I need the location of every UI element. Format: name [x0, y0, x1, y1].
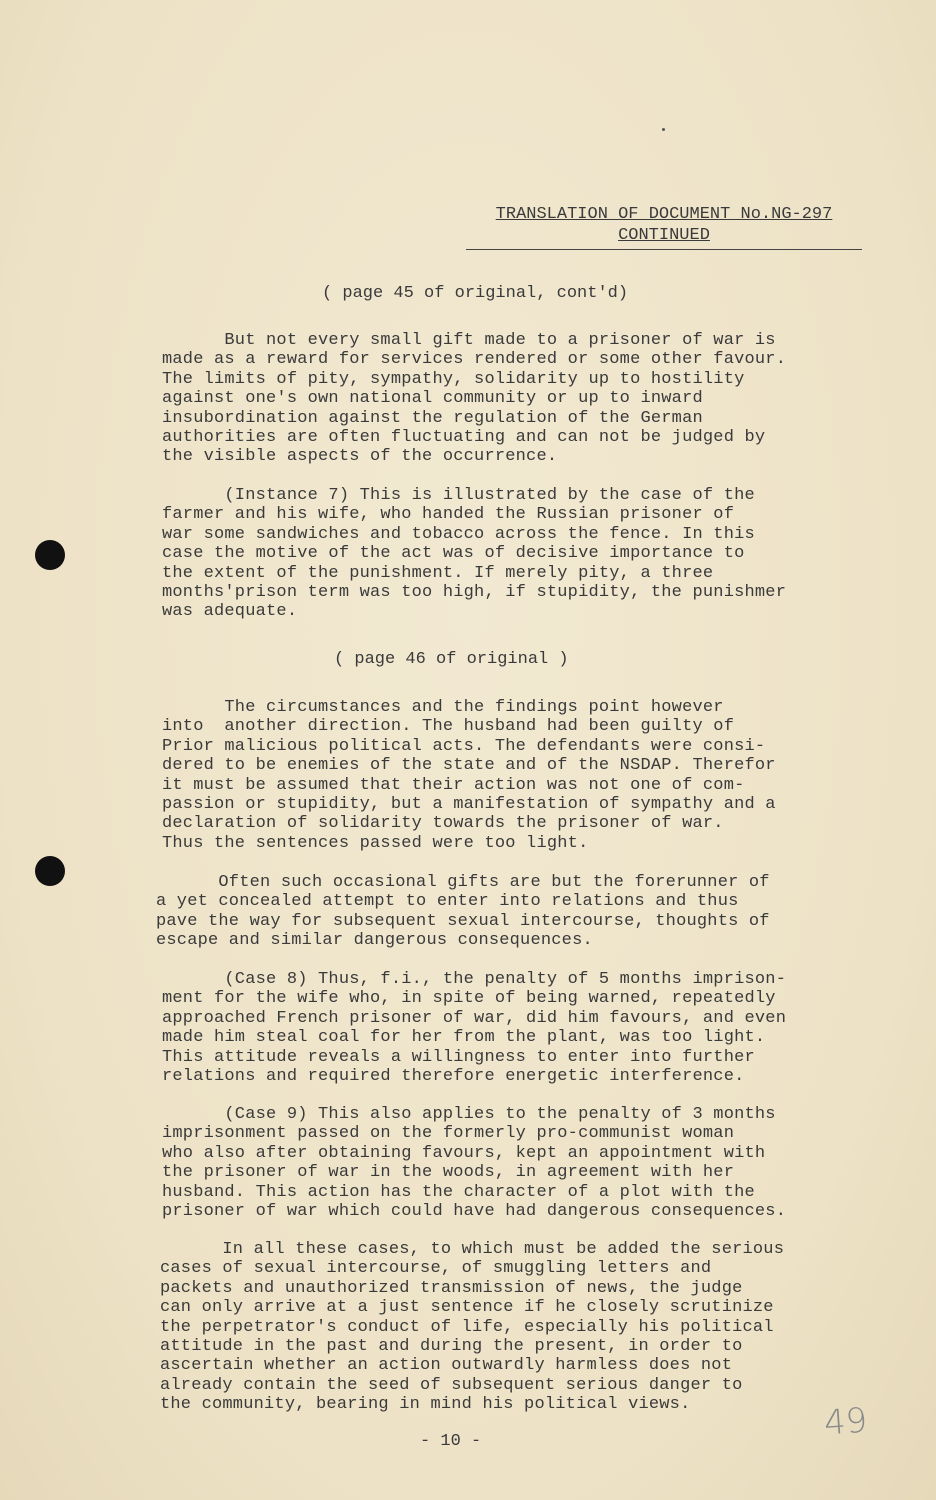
heading-rule — [466, 249, 862, 250]
paper-speck — [662, 128, 665, 131]
page-reference-45: ( page 45 of original, cont'd) — [322, 284, 629, 303]
punch-hole — [35, 540, 65, 570]
heading-continued: CONTINUED — [618, 226, 710, 245]
heading-title: TRANSLATION OF DOCUMENT No.NG-297 — [495, 205, 833, 224]
paragraph-all-cases: In all these cases, to which must be added the serious cases of sexual intercourse, of smuggling letters and packets and unauthorized transmission of news, the judge can only arrive at a just sentence if he closely scrutinize the perpetrator's conduct of life, especially his political attitude in the past and during the present, in order to ascertain whether an action outwardly harmless does not already contain the seed of subsequent serious danger to the community, bearing in mind his political views. — [160, 1240, 785, 1415]
page-reference-46: ( page 46 of original ) — [334, 650, 569, 669]
paragraph-circumstances: The circumstances and the findings point however into another direction. The husband had been guilty of Prior malicious political acts. The defendants were consi- dered to be enemies of the state and of the NSDAP. Therefor it must be assumed that their action was not one of com- passion or stupidity, but a manifestation of sympathy and a declaration of solidarity towards the prisoner of war. Thus the sentences passed were too light. — [162, 698, 776, 853]
paragraph-forerunner: Often such occasional gifts are but the forerunner of a yet concealed attempt to enter into relations and thus pave the way for subsequent sexual intercourse, thoughts of escape and similar dangerous consequences. — [156, 873, 770, 951]
page-number: - 10 - — [420, 1432, 482, 1451]
punch-hole — [35, 856, 65, 886]
document-heading — [466, 204, 862, 250]
handwritten-page-number: 49 — [822, 1400, 869, 1444]
paragraph-1: But not every small gift made to a prisoner of war is made as a reward for services rendered or some other favour. The limits of pity, sympathy, solidarity up to hostility against one's own national community or up to inward insubordination against the regulation of the German authorities are often fluctuating and can not be judged by the visible aspects of the occurrence. — [162, 331, 787, 467]
paragraph-instance-7: (Instance 7) This is illustrated by the case of the farmer and his wife, who handed the Russian prisoner of war some sandwiches and tobacco across the fence. In this case the motive of the act was of decisive importance to the extent of the punishment. If merely pity, a three months'prison term was too high, if stupidity, the punishmer was adequate. — [162, 486, 787, 622]
paragraph-case-8: (Case 8) Thus, f.i., the penalty of 5 months imprison- ment for the wife who, in spite of being warned, repeatedly approached French prisoner of war, did him favours, and even made him steal coal for her from the plant, was too light. This attitude reveals a willingness to enter into further relations and required therefore energetic interference. — [162, 970, 787, 1087]
paragraph-case-9: (Case 9) This also applies to the penalty of 3 months imprisonment passed on the formerly pro-communist woman who also after obtaining favours, kept an appointment with the prisoner of war in the woods, in agreement with her husband. This action has the character of a plot with the prisoner of war which could have had dangerous consequences. — [162, 1105, 787, 1222]
